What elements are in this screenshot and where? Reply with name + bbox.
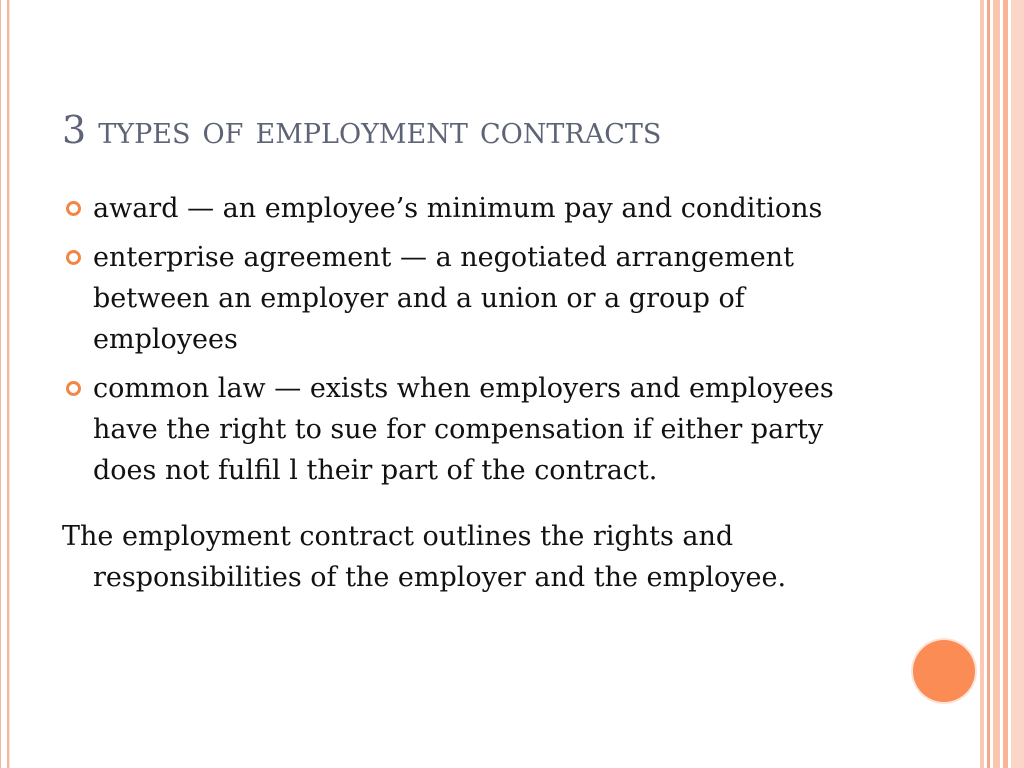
right-decorative-stripe: [980, 0, 984, 768]
slide-title: 3 types of employment contracts: [62, 108, 662, 152]
bullet-text: common law — exists when employers and employees have the right to sue for compensation if either party does not fulfil l their part of the contract.: [93, 373, 834, 486]
right-decorative-stripe: [987, 0, 990, 768]
circle-bullet-icon: [66, 381, 81, 396]
closing-paragraph: The employment contract outlines the rights and responsibilities of the employer and the employee.: [62, 521, 787, 593]
bullet-item: [62, 188, 892, 229]
right-decorative-stripe: [993, 0, 1000, 768]
circle-bullet-icon: [66, 250, 81, 265]
circle-bullet-icon: [66, 201, 81, 216]
decorative-circle: [913, 640, 975, 702]
bullet-item: [62, 368, 892, 491]
bullet-item: [62, 237, 892, 360]
slide-body: [62, 188, 892, 598]
bullet-list: [62, 188, 892, 491]
left-border-line: [9, 0, 10, 768]
left-border-line: [0, 0, 1, 768]
bullet-text: award — an employee’s minimum pay and conditions: [93, 193, 823, 224]
right-decorative-stripe: [1011, 0, 1024, 768]
bullet-text: enterprise agreement — a negotiated arrangement between an employer and a union or a group of employees: [93, 242, 794, 355]
right-decorative-stripe: [1003, 0, 1008, 768]
